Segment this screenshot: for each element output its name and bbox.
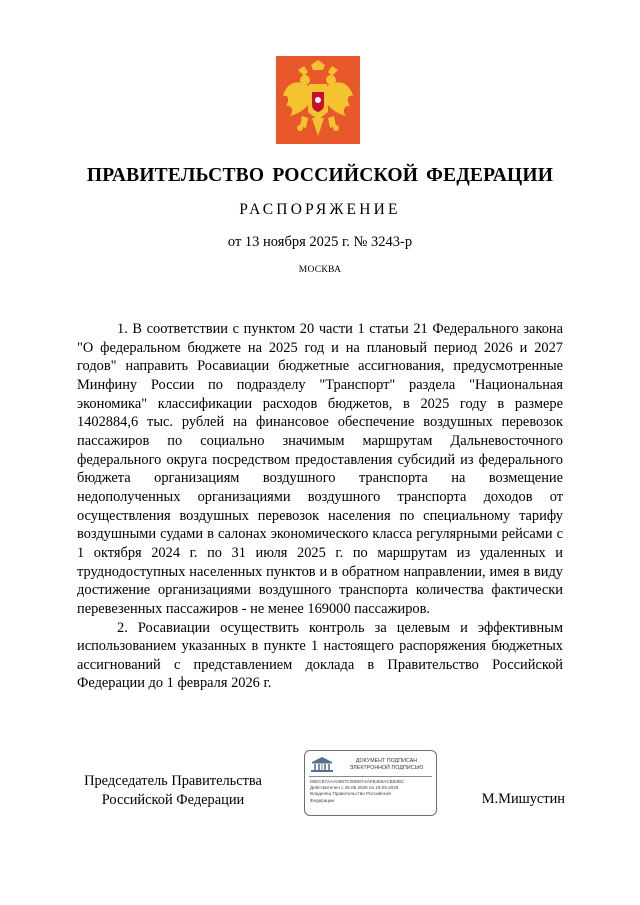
- document-body: [77, 320, 563, 693]
- document-date-number: от 13 ноября 2025 г. № 3243-р: [227, 234, 413, 250]
- stamp-validity: Действителен с 26.06.2025 по 19.09.2026: [310, 785, 399, 791]
- stamp-divider: [309, 776, 432, 777]
- stamp-certificate: 00ECB7AAA0997C00DEF4AFB469ACB83BC: [310, 779, 405, 784]
- stamp-owner-line2: Федерации: [310, 797, 335, 803]
- document-type: РАСПОРЯЖЕНИЕ: [239, 201, 401, 218]
- stamp-title-line1: ДОКУМЕНТ ПОДПИСАН: [355, 758, 418, 765]
- stamp-owner-line1: Владелец Правительство Российской: [310, 791, 391, 797]
- government-title: ПРАВИТЕЛЬСТВО РОССИЙСКОЙ ФЕДЕРАЦИИ: [86, 165, 554, 186]
- electronic-signature-stamp: [304, 750, 437, 816]
- stamp-title-line2: ЭЛЕКТРОННОЙ ПОДПИСЬЮ: [349, 764, 424, 771]
- signatory-position-line2: Российской Федерации: [101, 791, 245, 808]
- document-city: МОСКВА: [298, 265, 342, 275]
- government-building-icon: [309, 756, 335, 773]
- paragraph-1: 1. В соответствии с пунктом 20 части 1 статьи 21 Федерального закона "О федеральном бюджете на 2025 год и на плановый период 2026 и 2027 годов" направить Росавиации бюджетные ассигнования, предусмотренные Минфину России по подразделу "Транспорт" раздела "Национальная экономика" классификации расходов бюджетов, в 2025 году в размере 1402884,6 тыс. рублей на финансовое обеспечение воздушных перевозок пассажиров по социально значимым маршрутам Дальневосточного федерального округа посредством предоставления субсидий из федерального бюджета организациям воздушного транспорта на возмещение недополученных организациями воздушного транспорта доходов от осуществления воздушных перевозок населения по специальному тарифу воздушными судами в салонах экономического класса регулярными рейсами с 1 октября 2024 г. по 31 июля 2025 г. по маршрутам из удаленных и труднодоступных населенных пунктов и в обратном направлении, имея в виду достижение организациями воздушного транспорта количества фактически перевезенных пассажиров - не менее 169000 пассажиров.: [77, 321, 563, 617]
- stamp-header: [309, 755, 432, 774]
- paragraph-2: 2. Росавиации осуществить контроль за целевым и эффективным использованием указанных в пункте 1 настоящего распоряжения бюджетных ассигнований с представлением доклада в Правительство Российской Федерации до 1 февраля 2026 г.: [77, 619, 563, 692]
- russian-coat-of-arms-icon: [276, 56, 360, 144]
- signatory-position-line1: Председатель Правительства: [84, 773, 262, 789]
- stamp-details: [310, 779, 433, 804]
- stamp-title: [341, 758, 432, 771]
- signatory-position: [60, 772, 286, 809]
- signatory-name: М.Мишустин: [481, 791, 565, 807]
